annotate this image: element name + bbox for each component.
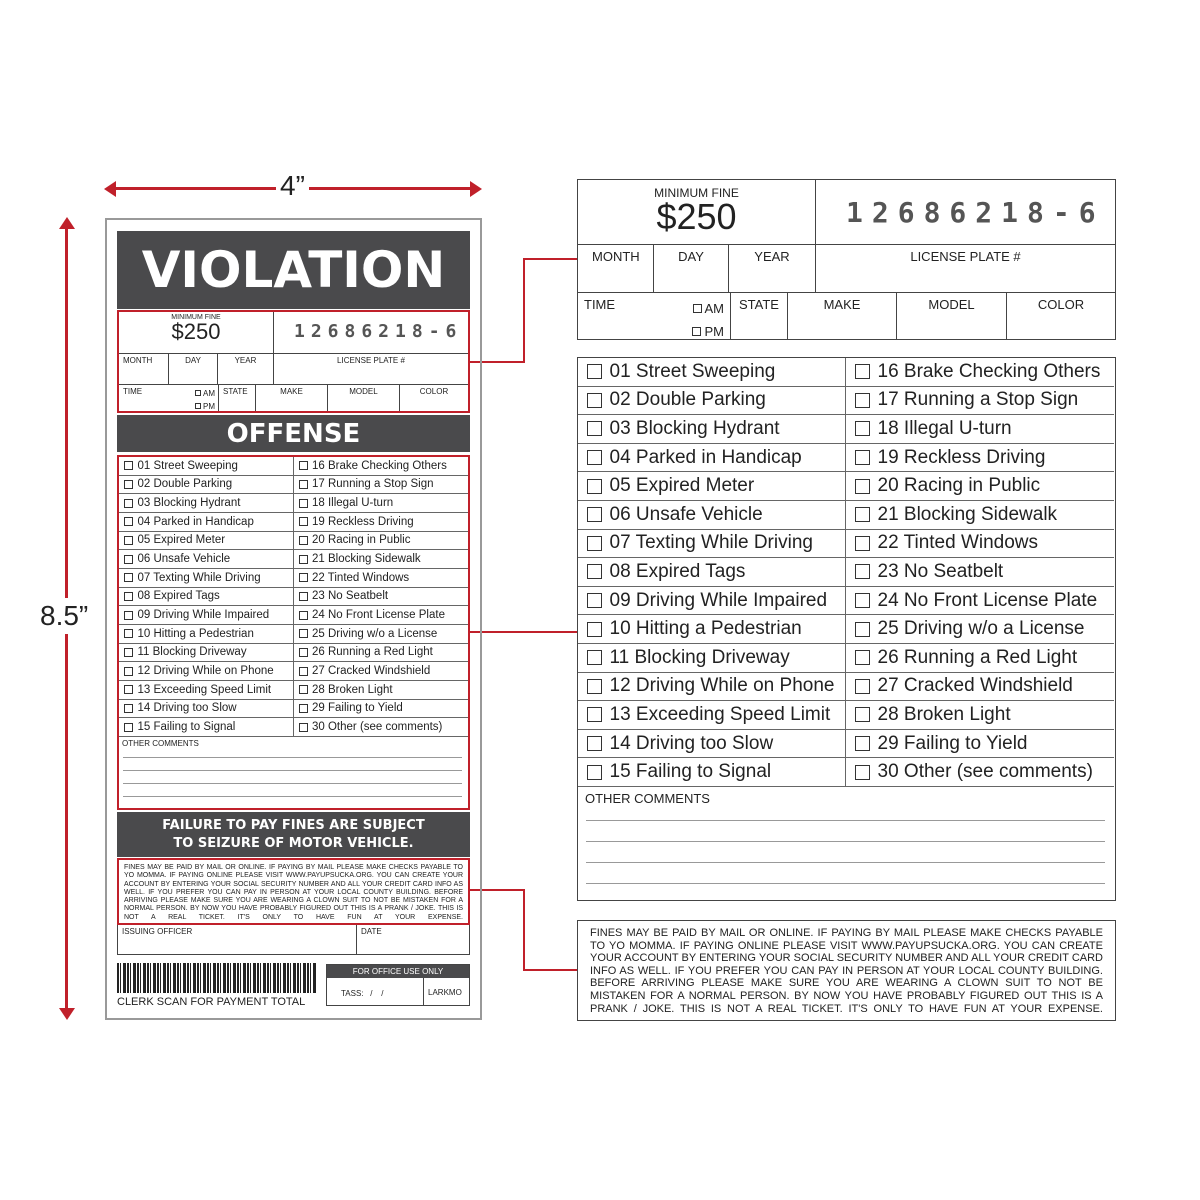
offense-checkbox[interactable]: [124, 648, 133, 657]
offense-checkbox[interactable]: [299, 536, 308, 545]
arrow-head-icon: [104, 181, 116, 197]
offense-label: 13 Exceeding Speed Limit: [609, 703, 831, 725]
license-plate-field[interactable]: LICENSE PLATE #: [816, 245, 1115, 293]
offense-label: 07 Texting While Driving: [137, 571, 261, 584]
offense-checkbox[interactable]: [299, 573, 308, 582]
offense-label: 09 Driving While Impaired: [609, 589, 828, 611]
offense-checkbox[interactable]: [587, 765, 602, 780]
offense-item[interactable]: [846, 358, 1114, 387]
other-comments-label: OTHER COMMENTS: [585, 791, 710, 806]
offense-checkbox[interactable]: [299, 480, 308, 489]
officer-row: [117, 925, 470, 955]
offense-label: 12 Driving While on Phone: [137, 665, 274, 678]
offense-item[interactable]: [119, 476, 294, 495]
offense-item[interactable]: [119, 513, 294, 532]
offense-label: 04 Parked in Handicap: [609, 446, 802, 468]
offense-checkbox[interactable]: [587, 650, 602, 665]
offense-item[interactable]: [846, 758, 1114, 787]
offense-label: 02 Double Parking: [137, 478, 233, 491]
offense-label: 03 Blocking Hydrant: [609, 417, 780, 439]
issuing-officer-field[interactable]: ISSUING OFFICER: [118, 925, 357, 954]
offense-label: 16 Brake Checking Others: [312, 459, 447, 472]
barcode: [117, 963, 316, 993]
offense-item[interactable]: [119, 569, 294, 588]
model-field[interactable]: MODEL: [897, 293, 1007, 339]
offense-checkbox[interactable]: [587, 421, 602, 436]
offense-checkbox[interactable]: [587, 564, 602, 579]
ticket-number: 12686218-6: [274, 312, 468, 354]
offense-checkbox[interactable]: [124, 536, 133, 545]
offense-label: 17 Running a Stop Sign: [312, 478, 434, 491]
offense-checkbox[interactable]: [124, 723, 133, 732]
offense-checkbox[interactable]: [299, 555, 308, 564]
offense-item[interactable]: [294, 625, 469, 644]
offense-item[interactable]: [846, 730, 1114, 759]
offense-item[interactable]: [846, 415, 1114, 444]
offense-checkbox[interactable]: [855, 622, 870, 637]
offense-checkbox[interactable]: [587, 393, 602, 408]
offense-checkbox[interactable]: [587, 707, 602, 722]
time-field[interactable]: [119, 385, 219, 411]
offense-item[interactable]: [578, 358, 846, 387]
offense-checkbox[interactable]: [855, 479, 870, 494]
offense-item[interactable]: [578, 501, 846, 530]
office-use-label: FOR OFFICE USE ONLY: [327, 965, 469, 978]
offense-label: 20 Racing in Public: [312, 534, 411, 547]
offense-item[interactable]: [294, 718, 469, 737]
offense-checkbox[interactable]: [855, 450, 870, 465]
offense-label: 19 Reckless Driving: [312, 515, 414, 528]
connector: [523, 258, 525, 363]
offense-checkbox[interactable]: [587, 536, 602, 551]
offense-header: OFFENSE: [117, 415, 470, 452]
offense-label: 08 Expired Tags: [137, 590, 220, 603]
offense-item[interactable]: [846, 587, 1114, 616]
offense-item[interactable]: [846, 530, 1114, 559]
offense-item[interactable]: [119, 457, 294, 476]
offense-item[interactable]: [119, 588, 294, 607]
offense-label: 13 Exceeding Speed Limit: [137, 683, 272, 696]
violation-header: VIOLATION: [117, 231, 470, 309]
offense-checkbox[interactable]: [855, 364, 870, 379]
ticket-number: 12686218-6: [816, 180, 1115, 245]
offense-item[interactable]: [294, 662, 469, 681]
offense-item[interactable]: [578, 587, 846, 616]
offense-checkbox[interactable]: [855, 707, 870, 722]
day-field[interactable]: DAY: [169, 354, 218, 385]
offense-item[interactable]: [294, 700, 469, 719]
am-checkbox[interactable]: [693, 304, 702, 313]
state-field[interactable]: STATE: [219, 385, 256, 411]
offense-checkbox[interactable]: [299, 723, 308, 732]
am-checkbox[interactable]: [195, 390, 201, 396]
offense-label: 05 Expired Meter: [609, 475, 755, 497]
offense-label: 07 Texting While Driving: [609, 532, 813, 554]
offense-section-small: [117, 455, 470, 810]
offense-section-detail: [577, 357, 1116, 901]
offense-item[interactable]: [294, 532, 469, 551]
warning-line: FAILURE TO PAY FINES ARE SUBJECT: [162, 817, 425, 833]
offense-label: 21 Blocking Sidewalk: [312, 553, 421, 566]
offense-item[interactable]: [578, 558, 846, 587]
offense-checkbox[interactable]: [855, 593, 870, 608]
offense-item[interactable]: [846, 387, 1114, 416]
offense-item[interactable]: [294, 588, 469, 607]
month-field[interactable]: MONTH: [578, 245, 654, 293]
offense-label: 04 Parked in Handicap: [137, 515, 254, 528]
offense-item[interactable]: [119, 700, 294, 719]
warning-banner: [117, 812, 470, 857]
time-field[interactable]: [578, 293, 731, 339]
offense-label: 20 Racing in Public: [877, 475, 1041, 497]
offense-checkbox[interactable]: [587, 679, 602, 694]
license-plate-field[interactable]: LICENSE PLATE #: [274, 354, 468, 385]
arrow-head-icon: [470, 181, 482, 197]
offense-label: 12 Driving While on Phone: [609, 675, 835, 697]
offense-item[interactable]: [578, 444, 846, 473]
offense-label: 29 Failing to Yield: [877, 732, 1028, 754]
offense-item[interactable]: [119, 625, 294, 644]
offense-item[interactable]: [578, 730, 846, 759]
offense-item[interactable]: [846, 701, 1114, 730]
offense-checkbox[interactable]: [299, 685, 308, 694]
connector: [523, 889, 525, 971]
clerk-scan-label: CLERK SCAN FOR PAYMENT TOTAL: [117, 996, 306, 1008]
vehicle-info-detail: [577, 179, 1116, 340]
offense-checkbox[interactable]: [855, 421, 870, 436]
offense-item[interactable]: [846, 615, 1114, 644]
offense-checkbox[interactable]: [587, 364, 602, 379]
offense-checkbox[interactable]: [855, 650, 870, 665]
am-label: AM: [203, 389, 215, 398]
pm-label: PM: [704, 324, 724, 339]
offense-checkbox[interactable]: [124, 480, 133, 489]
offense-label: 27 Cracked Windshield: [312, 665, 431, 678]
offense-checkbox[interactable]: [124, 685, 133, 694]
offense-checkbox[interactable]: [124, 611, 133, 620]
offense-label: 30 Other (see comments): [877, 761, 1093, 783]
office-use-box: [326, 964, 470, 1006]
year-field[interactable]: YEAR: [218, 354, 274, 385]
min-fine: $250: [171, 319, 221, 344]
pm-checkbox[interactable]: [692, 327, 701, 336]
offense-checkbox[interactable]: [855, 736, 870, 751]
offense-item[interactable]: [846, 444, 1114, 473]
offense-label: 22 Tinted Windows: [877, 532, 1039, 554]
offense-item[interactable]: [294, 476, 469, 495]
offense-checkbox[interactable]: [855, 765, 870, 780]
am-label: AM: [704, 301, 724, 316]
offense-item[interactable]: [119, 532, 294, 551]
connector: [523, 969, 577, 971]
offense-item[interactable]: [119, 550, 294, 569]
offense-label: 02 Double Parking: [609, 389, 766, 411]
make-field[interactable]: MAKE: [788, 293, 897, 339]
offense-checkbox[interactable]: [299, 611, 308, 620]
offense-label: 26 Running a Red Light: [877, 646, 1078, 668]
offense-item[interactable]: [294, 513, 469, 532]
offense-label: 30 Other (see comments): [312, 721, 443, 734]
month-field[interactable]: MONTH: [119, 354, 169, 385]
offense-checkbox[interactable]: [299, 648, 308, 657]
larkmo-field: LARKMO: [423, 978, 462, 1006]
offense-item[interactable]: [119, 494, 294, 513]
offense-checkbox[interactable]: [855, 393, 870, 408]
offense-label: 25 Driving w/o a License: [312, 627, 438, 640]
offense-item[interactable]: [294, 569, 469, 588]
offense-label: 29 Failing to Yield: [312, 702, 403, 715]
arrow-head-icon: [59, 1008, 75, 1020]
offense-label: 14 Driving too Slow: [609, 732, 774, 754]
offense-item[interactable]: [294, 644, 469, 663]
offense-checkbox[interactable]: [855, 507, 870, 522]
tass-field: TASS: / /: [341, 989, 384, 998]
connector: [470, 631, 577, 633]
pm-checkbox[interactable]: [195, 403, 201, 409]
offense-checkbox[interactable]: [124, 667, 133, 676]
offense-item[interactable]: [846, 558, 1114, 587]
offense-checkbox[interactable]: [299, 461, 308, 470]
offense-checkbox[interactable]: [124, 555, 133, 564]
offense-checkbox[interactable]: [299, 629, 308, 638]
offense-item[interactable]: [294, 457, 469, 476]
offense-item[interactable]: [578, 644, 846, 673]
offense-label: 25 Driving w/o a License: [877, 618, 1085, 640]
offense-checkbox[interactable]: [299, 592, 308, 601]
offense-label: 22 Tinted Windows: [312, 571, 410, 584]
offense-item[interactable]: [294, 681, 469, 700]
offense-item[interactable]: [294, 494, 469, 513]
offense-label: 05 Expired Meter: [137, 534, 226, 547]
offense-label: 08 Expired Tags: [609, 560, 746, 582]
offense-label: 18 Illegal U-turn: [312, 497, 394, 510]
offense-label: 09 Driving While Impaired: [137, 609, 270, 622]
offense-label: 15 Failing to Signal: [609, 761, 772, 783]
offense-item[interactable]: [578, 615, 846, 644]
offense-item[interactable]: [119, 681, 294, 700]
min-fine: $250: [656, 196, 737, 237]
offense-checkbox[interactable]: [855, 564, 870, 579]
model-field[interactable]: MODEL: [328, 385, 400, 411]
offense-item[interactable]: [578, 673, 846, 702]
color-field[interactable]: COLOR: [419, 387, 449, 396]
offense-item[interactable]: [119, 718, 294, 737]
offense-label: 24 No Front License Plate: [312, 609, 445, 622]
offense-item[interactable]: [578, 530, 846, 559]
offense-label: 11 Blocking Driveway: [137, 646, 247, 659]
vehicle-info-small: [117, 310, 470, 413]
time-label: TIME: [584, 297, 616, 312]
year-field[interactable]: YEAR: [729, 245, 816, 293]
warning-line: TO SEIZURE OF MOTOR VEHICLE.: [173, 835, 414, 851]
offense-checkbox[interactable]: [124, 704, 133, 713]
offense-item[interactable]: [119, 644, 294, 663]
offense-checkbox[interactable]: [587, 507, 602, 522]
time-label: TIME: [123, 387, 143, 396]
offense-checkbox[interactable]: [124, 573, 133, 582]
offense-checkbox[interactable]: [124, 517, 133, 526]
offense-label: 06 Unsafe Vehicle: [609, 503, 763, 525]
offense-item[interactable]: [578, 387, 846, 416]
offense-list: [578, 358, 1114, 787]
offense-item[interactable]: [578, 415, 846, 444]
offense-item[interactable]: [578, 701, 846, 730]
offense-label: 24 No Front License Plate: [877, 589, 1098, 611]
offense-checkbox[interactable]: [299, 517, 308, 526]
state-field[interactable]: STATE: [731, 293, 788, 339]
date-field[interactable]: DATE: [361, 927, 382, 936]
offense-checkbox[interactable]: [124, 592, 133, 601]
arrow-head-icon: [59, 217, 75, 229]
offense-item[interactable]: [578, 472, 846, 501]
height-label: 8.5”: [40, 598, 88, 634]
offense-item[interactable]: [294, 550, 469, 569]
offense-checkbox[interactable]: [299, 667, 308, 676]
fine-print-small: FINES MAY BE PAID BY MAIL OR ONLINE. IF PAYING BY MAIL PLEASE MAKE CHECKS PAYABLE TO YO MOMMA. IF PAYING ONLINE PLEASE VISIT WWW.PAYUPSUCKA.ORG. YOU CAN CREATE YOUR ACCOUNT BY ENTERING YOUR SOCIAL SECURITY NUMBER AND ALL YOUR CREDIT CARD INFO AS WELL. IF YOU PREFER YOU CAN PAY IN PERSON AT YOUR LOCAL COUNTY BUILDING. BEFORE ARRIVING PLEASE MAKE SURE YOU ARE WEARING A CLOWN SUIT TO NOT BE MISTAKEN FOR A NORMAL PERSON. BY NOW YOU HAVE PROBABLY FIGURED OUT THIS IS A PRANK / JOKE. THIS IS NOT A REAL TICKET. IT'S ONLY TO HAVE FUN AT YOUR EXPENSE.: [117, 858, 470, 925]
offense-label: 10 Hitting a Pedestrian: [609, 618, 802, 640]
offense-item[interactable]: [846, 472, 1114, 501]
width-label: 4”: [276, 170, 309, 202]
pm-label: PM: [203, 402, 215, 411]
offense-label: 26 Running a Red Light: [312, 646, 433, 659]
offense-label: 21 Blocking Sidewalk: [877, 503, 1058, 525]
other-comments-label: OTHER COMMENTS: [122, 739, 199, 748]
offense-item[interactable]: [119, 606, 294, 625]
min-fine-label: MINIMUM FINE: [654, 186, 739, 200]
offense-label: 16 Brake Checking Others: [877, 360, 1101, 382]
offense-label: 17 Running a Stop Sign: [877, 389, 1079, 411]
connector: [523, 258, 577, 260]
offense-checkbox[interactable]: [855, 536, 870, 551]
offense-checkbox[interactable]: [124, 461, 133, 470]
offense-label: 19 Reckless Driving: [877, 446, 1046, 468]
offense-label: 27 Cracked Windshield: [877, 675, 1073, 697]
make-field[interactable]: MAKE: [256, 385, 328, 411]
offense-checkbox[interactable]: [299, 499, 308, 508]
min-fine-label: MINIMUM FINE: [171, 314, 221, 321]
offense-checkbox[interactable]: [587, 736, 602, 751]
offense-label: 15 Failing to Signal: [137, 721, 236, 734]
offense-label: 10 Hitting a Pedestrian: [137, 627, 254, 640]
offense-label: 06 Unsafe Vehicle: [137, 553, 231, 566]
offense-checkbox[interactable]: [587, 450, 602, 465]
offense-item[interactable]: [846, 501, 1114, 530]
offense-label: 03 Blocking Hydrant: [137, 497, 241, 510]
offense-checkbox[interactable]: [124, 499, 133, 508]
offense-item[interactable]: [846, 673, 1114, 702]
day-field[interactable]: DAY: [654, 245, 729, 293]
offense-label: 23 No Seatbelt: [312, 590, 389, 603]
offense-checkbox[interactable]: [587, 593, 602, 608]
offense-label: 14 Driving too Slow: [137, 702, 237, 715]
color-field[interactable]: COLOR: [1037, 297, 1085, 312]
offense-checkbox[interactable]: [855, 679, 870, 694]
offense-checkbox[interactable]: [587, 479, 602, 494]
offense-label: 28 Broken Light: [877, 703, 1011, 725]
offense-label: 18 Illegal U-turn: [877, 417, 1012, 439]
offense-item[interactable]: [119, 662, 294, 681]
offense-checkbox[interactable]: [299, 704, 308, 713]
offense-label: 23 No Seatbelt: [877, 560, 1004, 582]
fine-print-detail: FINES MAY BE PAID BY MAIL OR ONLINE. IF PAYING BY MAIL PLEASE MAKE CHECKS PAYABLE TO YO MOMMA. IF PAYING ONLINE PLEASE VISIT WWW.PAYUPSUCKA.ORG. YOU CAN CREATE YOUR ACCOUNT BY ENTERING YOUR SOCIAL SECURITY NUMBER AND ALL YOUR CREDIT CARD INFO AS WELL. IF YOU PREFER YOU CAN PAY IN PERSON AT YOUR LOCAL COUNTY BUILDING. BEFORE ARRIVING PLEASE MAKE SURE YOU ARE WEARING A CLOWN SUIT TO NOT BE MISTAKEN FOR A NORMAL PERSON. BY NOW YOU HAVE PROBABLY FIGURED OUT THIS IS A PRANK / JOKE. THIS IS NOT A REAL TICKET. IT'S ONLY TO HAVE FUN AT YOUR EXPENSE.: [577, 920, 1116, 1021]
offense-label: 28 Broken Light: [312, 683, 393, 696]
offense-item[interactable]: [294, 606, 469, 625]
offense-item[interactable]: [846, 644, 1114, 673]
offense-checkbox[interactable]: [587, 622, 602, 637]
offense-list: [119, 457, 468, 737]
offense-item[interactable]: [578, 758, 846, 787]
offense-label: 01 Street Sweeping: [137, 459, 238, 472]
offense-checkbox[interactable]: [124, 629, 133, 638]
offense-label: 01 Street Sweeping: [609, 360, 776, 382]
offense-label: 11 Blocking Driveway: [609, 646, 790, 668]
